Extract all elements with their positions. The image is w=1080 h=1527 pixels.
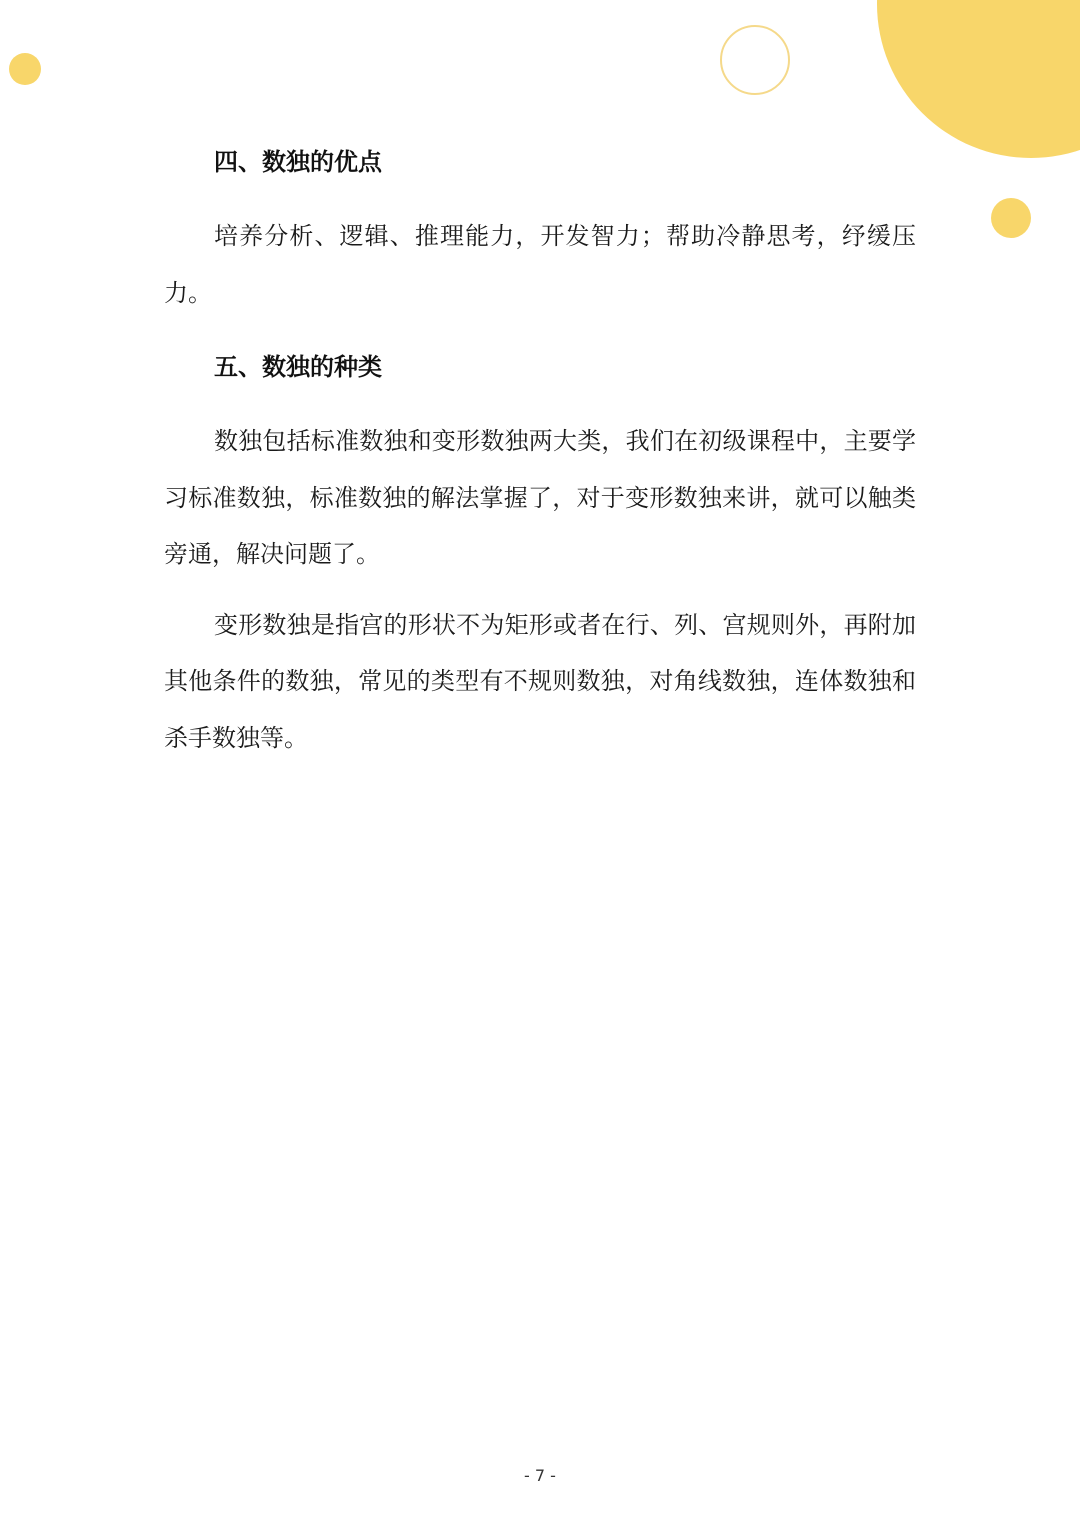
decorative-dot-right — [991, 198, 1031, 238]
paragraph-types-variants: 变形数独是指宫的形状不为矩形或者在行、列、宫规则外，再附加其他条件的数独，常见的类型有不规则数独，对角线数独，连体数独和杀手数独等。 — [164, 610, 916, 752]
page-number: - 7 - — [524, 1466, 556, 1485]
paragraph-types-overview: 数独包括标准数独和变形数独两大类，我们在初级课程中，主要学习标准数独，标准数独的解法掌握了，对于变形数独来讲，就可以触类旁通，解决问题了。 — [164, 427, 916, 568]
decorative-dot-left — [9, 53, 41, 85]
section-heading-advantages: 四、数独的优点 — [214, 148, 382, 176]
paragraph-advantages: 培养分析、逻辑、推理能力，开发智力；帮助冷静思考，纾缓压力。 — [164, 222, 916, 307]
decorative-ring — [720, 25, 790, 95]
section-heading-types: 五、数独的种类 — [214, 353, 382, 381]
document-body — [164, 138, 916, 766]
decorative-circle-large — [877, 0, 1080, 158]
